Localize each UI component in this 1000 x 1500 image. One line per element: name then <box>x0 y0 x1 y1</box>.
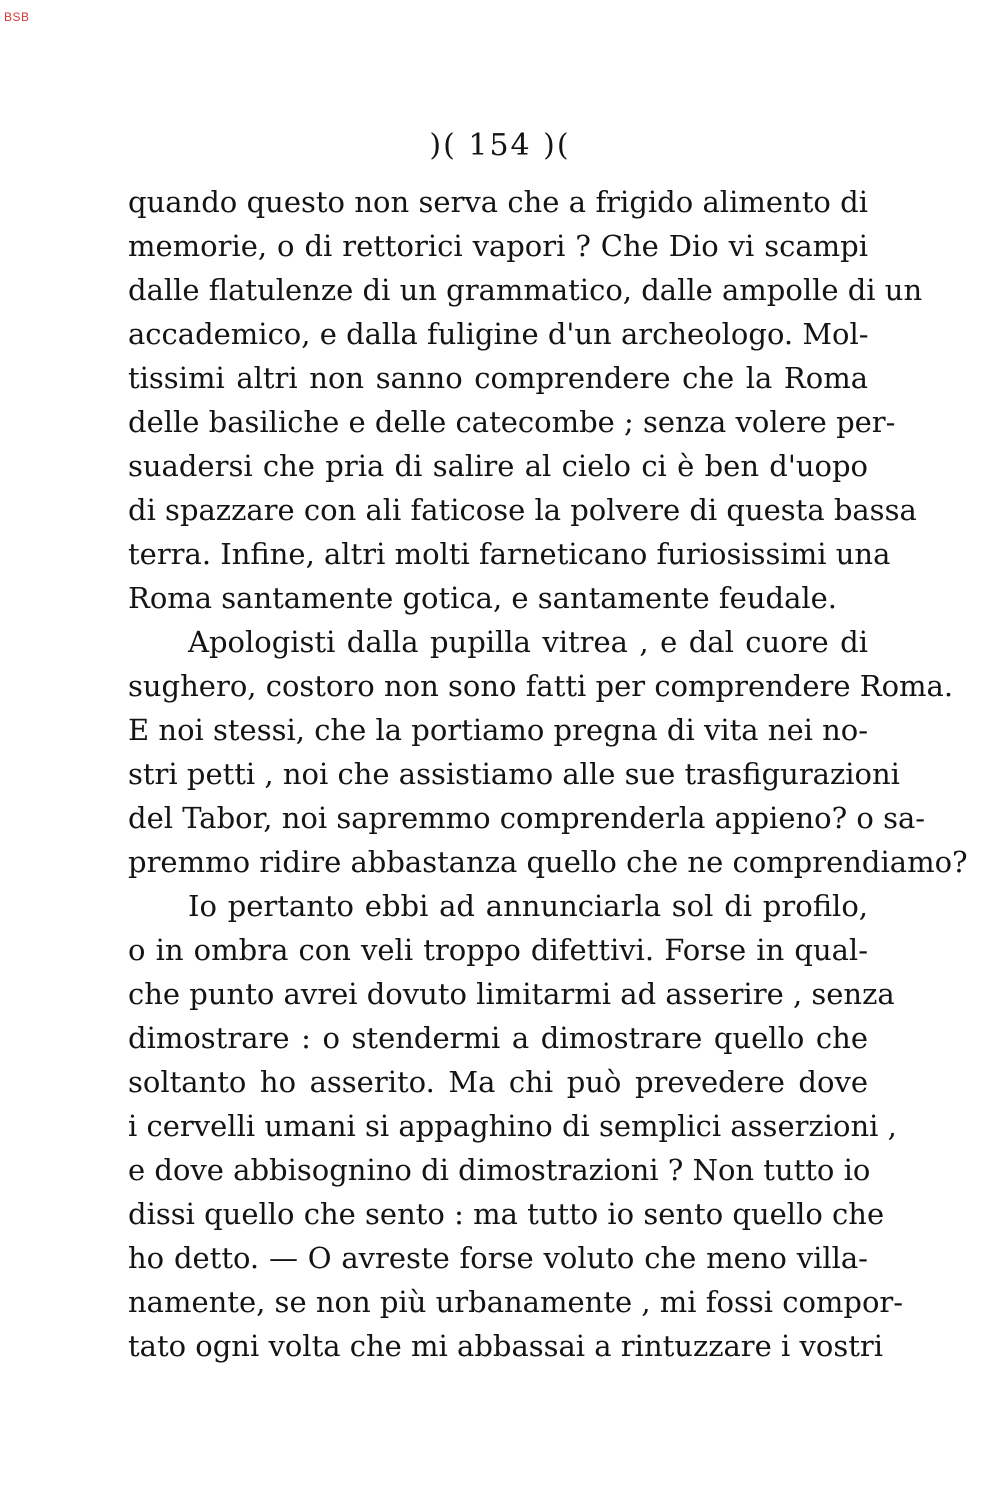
text-line: dissi quello che sento : ma tutto io sento quello che <box>128 1197 885 1231</box>
text-line: accademico, e dalla fuligine d'un archeologo. Mol- <box>128 317 869 351</box>
body-text <box>128 180 968 1368</box>
text-line: suadersi che pria di salire al cielo ci è ben d'uopo <box>128 449 868 483</box>
text-line: di spazzare con ali faticose la polvere di questa bassa <box>128 493 917 527</box>
text-line: stri petti , noi che assistiamo alle sue trasfigurazioni <box>128 757 900 791</box>
page-number-header: )( 154 )( <box>429 128 571 163</box>
text-line: e dove abbisognino di dimostrazioni ? Non tutto io <box>128 1153 871 1187</box>
library-mark: BSB <box>4 10 30 24</box>
text-line: del Tabor, noi sapremmo comprenderla appieno? o sa- <box>128 801 926 835</box>
text-line: soltanto ho asserito. Ma chi può prevedere dove <box>128 1065 868 1099</box>
text-line: terra. Infine, altri molti farneticano furiosissimi una <box>128 537 891 571</box>
text-line: memorie, o di rettorici vapori ? Che Dio vi scampi <box>128 229 868 263</box>
text-line: quando questo non serva che a frigido alimento di <box>128 185 868 219</box>
text-line: E noi stessi, che la portiamo pregna di vita nei no- <box>128 713 869 747</box>
paragraph-end-line: premmo ridire abbastanza quello che ne comprendiamo? <box>128 845 968 879</box>
paragraph-end-line: Roma santamente gotica, e santamente feudale. <box>128 581 838 615</box>
text-line: sughero, costoro non sono fatti per comprendere Roma. <box>128 669 954 703</box>
text-line: tato ogni volta che mi abbassai a rintuzzare i vostri <box>128 1329 884 1363</box>
text-line: dimostrare : o stendermi a dimostrare quello che <box>128 1021 868 1055</box>
paragraph-start-line: Apologisti dalla pupilla vitrea , e dal cuore di <box>188 625 868 659</box>
text-line: i cervelli umani si appaghino di semplici asserzioni , <box>128 1109 897 1143</box>
text-line: tissimi altri non sanno comprendere che la Roma <box>128 361 868 395</box>
text-line: dalle flatulenze di un grammatico, dalle ampolle di un <box>128 273 923 307</box>
text-line: o in ombra con veli troppo difettivi. Forse in qual- <box>128 933 868 967</box>
text-line: che punto avrei dovuto limitarmi ad asserire , senza <box>128 977 895 1011</box>
text-line: ho detto. — O avreste forse voluto che meno villa- <box>128 1241 868 1275</box>
text-line: delle basiliche e delle catecombe ; senza volere per- <box>128 405 896 439</box>
text-line: namente, se non più urbanamente , mi fossi compor- <box>128 1285 904 1319</box>
paragraph-start-line: Io pertanto ebbi ad annunciarla sol di profilo, <box>188 889 868 923</box>
